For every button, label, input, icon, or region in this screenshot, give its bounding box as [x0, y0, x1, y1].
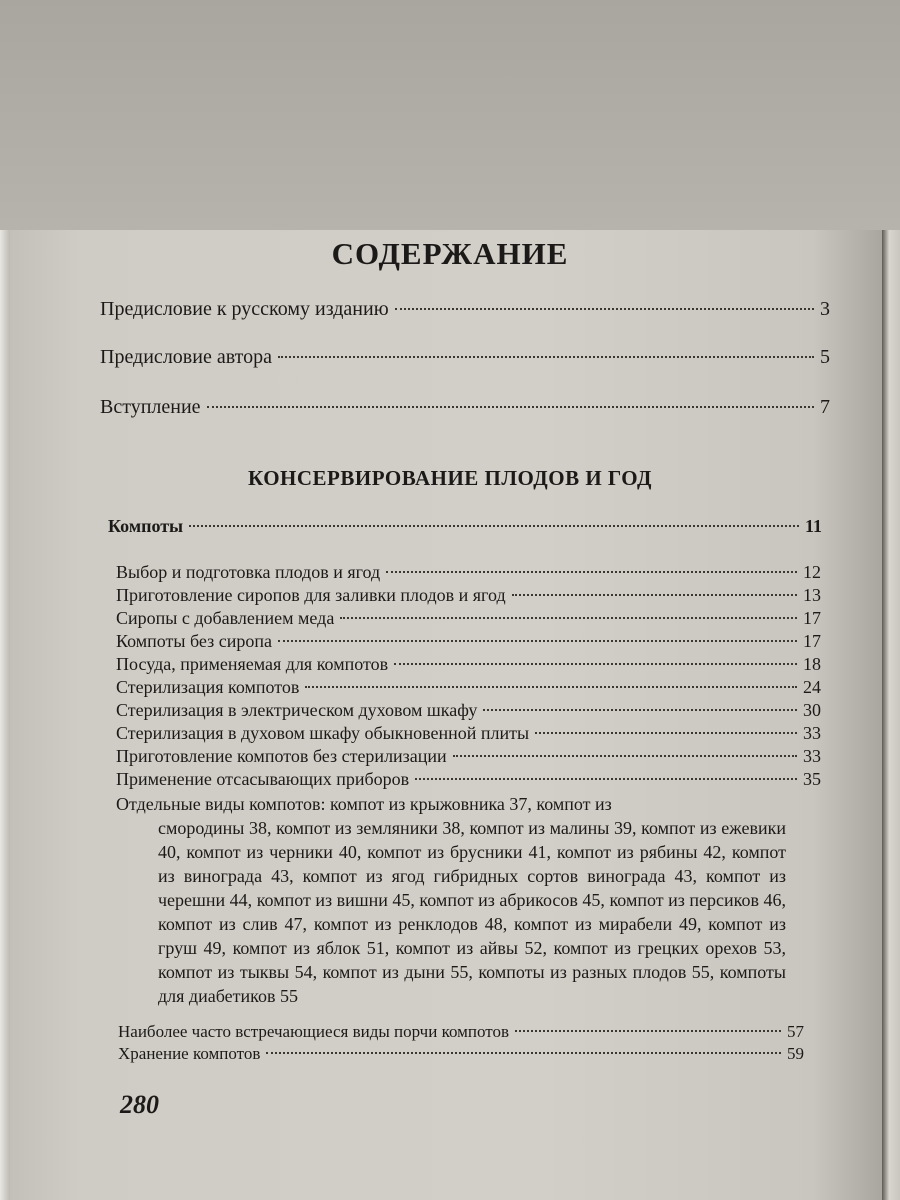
varieties-paragraph: [116, 792, 786, 1008]
toc-subentry-page: 59: [787, 1044, 804, 1063]
toc-subentry-page: 13: [803, 585, 821, 605]
toc-subentry-page: 12: [803, 562, 821, 582]
toc-entry: [100, 396, 830, 419]
toc-subentry: [116, 769, 821, 790]
toc-subentry-label: Стерилизация компотов: [116, 677, 300, 697]
toc-subentry-label: Приготовление компотов без стерилизации: [116, 746, 447, 766]
dot-leader: [453, 755, 797, 757]
toc-entry: [100, 346, 830, 369]
toc-subentry-label: Сиропы с добавлением меда: [116, 608, 335, 628]
toc-subentry-label: Применение отсасывающих приборов: [116, 769, 410, 789]
dot-leader: [394, 663, 797, 665]
dot-leader: [515, 1030, 781, 1032]
dot-leader: [340, 617, 797, 619]
toc-entry-label: Предисловие автора: [100, 346, 272, 368]
dot-leader: [415, 778, 797, 780]
toc-subentry-page: 17: [803, 608, 821, 628]
toc-subentry: [116, 723, 821, 744]
varieties-first-line: Отдельные виды компотов: компот из крыжовника 37, компот из: [116, 794, 612, 814]
toc-subentry-label: Приготовление сиропов для заливки плодов и ягод: [116, 585, 506, 605]
toc-subentry-page: 33: [803, 746, 821, 766]
dot-leader: [305, 686, 797, 688]
toc-subentry-page: 17: [803, 631, 821, 651]
toc-subentry-label: Хранение компотов: [118, 1044, 261, 1063]
toc-subentry: [116, 585, 821, 606]
toc-entry-page: 7: [820, 396, 830, 418]
toc-subentry: [116, 631, 821, 652]
toc-subentry: [116, 654, 821, 675]
toc-subentry-label: Стерилизация в духовом шкафу обыкновенной плиты: [116, 723, 530, 743]
toc-subentry-page: 30: [803, 700, 821, 720]
section-title: КОНСЕРВИРОВАНИЕ ПЛОДОВ И ГОД: [248, 466, 652, 490]
dot-leader: [189, 525, 799, 527]
toc-subentry-label: Стерилизация в электрическом духовом шкафу: [116, 700, 478, 720]
dot-leader: [395, 308, 814, 310]
page-number: 280: [120, 1090, 159, 1119]
toc-subentry: [116, 562, 821, 583]
toc-entry-label: Вступление: [100, 396, 201, 418]
page-title: СОДЕРЖАНИЕ: [331, 236, 569, 271]
toc-subentry-label: Компоты без сиропа: [116, 631, 272, 651]
varieties-body: смородины 38, компот из земляники 38, компот из малины 39, компот из ежевики 40, компот из черники 40, компот из брусники 41, компот из рябины 42, компот из винограда 43, компот из ягод гибридных сортов винограда 43, компот из черешни 44, компот из вишни 45, компот из абрикосов 45, компот из персиков 46, компот из слив 47, компот из ренклодов 48, компот из мирабели 49, компот из груш 49, компот из яблок 51, компот из айвы 52, компот из грецких орехов 53, компот из тыквы 54, компот из дыни 55, компоты из разных плодов 55, компоты для диабетиков 55: [158, 818, 786, 1006]
toc-subentry: [116, 700, 821, 721]
toc-subentry: [118, 1022, 804, 1042]
dot-leader: [278, 640, 797, 642]
toc-subentry-label: Наиболее часто встречающиеся виды порчи компотов: [118, 1022, 510, 1041]
toc-subentry-label: Выбор и подготовка плодов и ягод: [116, 562, 381, 582]
dot-leader: [483, 709, 797, 711]
toc-subentry: [116, 746, 821, 767]
toc-entry-page: 3: [820, 298, 830, 320]
toc-entry: [100, 298, 830, 321]
toc-entry-label: Предисловие к русскому изданию: [100, 298, 389, 320]
toc-subentry-page: 18: [803, 654, 821, 674]
dot-leader: [207, 406, 814, 408]
dot-leader: [278, 356, 814, 358]
toc-subentry-page: 57: [787, 1022, 804, 1041]
dot-leader: [535, 732, 797, 734]
toc-subentry-label: Посуда, применяемая для компотов: [116, 654, 389, 674]
dot-leader: [266, 1052, 781, 1054]
chapter-entry: [108, 516, 822, 537]
chapter-page: 11: [804, 516, 822, 536]
toc-entry-page: 5: [820, 346, 830, 368]
toc-subentry: [116, 677, 821, 698]
toc-subentry-page: 35: [803, 769, 821, 789]
show-through-area: [0, 0, 900, 230]
toc-subentry: [118, 1044, 804, 1064]
dot-leader: [386, 571, 797, 573]
toc-subentry-page: 24: [803, 677, 821, 697]
dot-leader: [512, 594, 797, 596]
toc-subentry: [116, 608, 821, 629]
toc-subentry-page: 33: [803, 723, 821, 743]
chapter-label: Компоты: [108, 516, 184, 536]
